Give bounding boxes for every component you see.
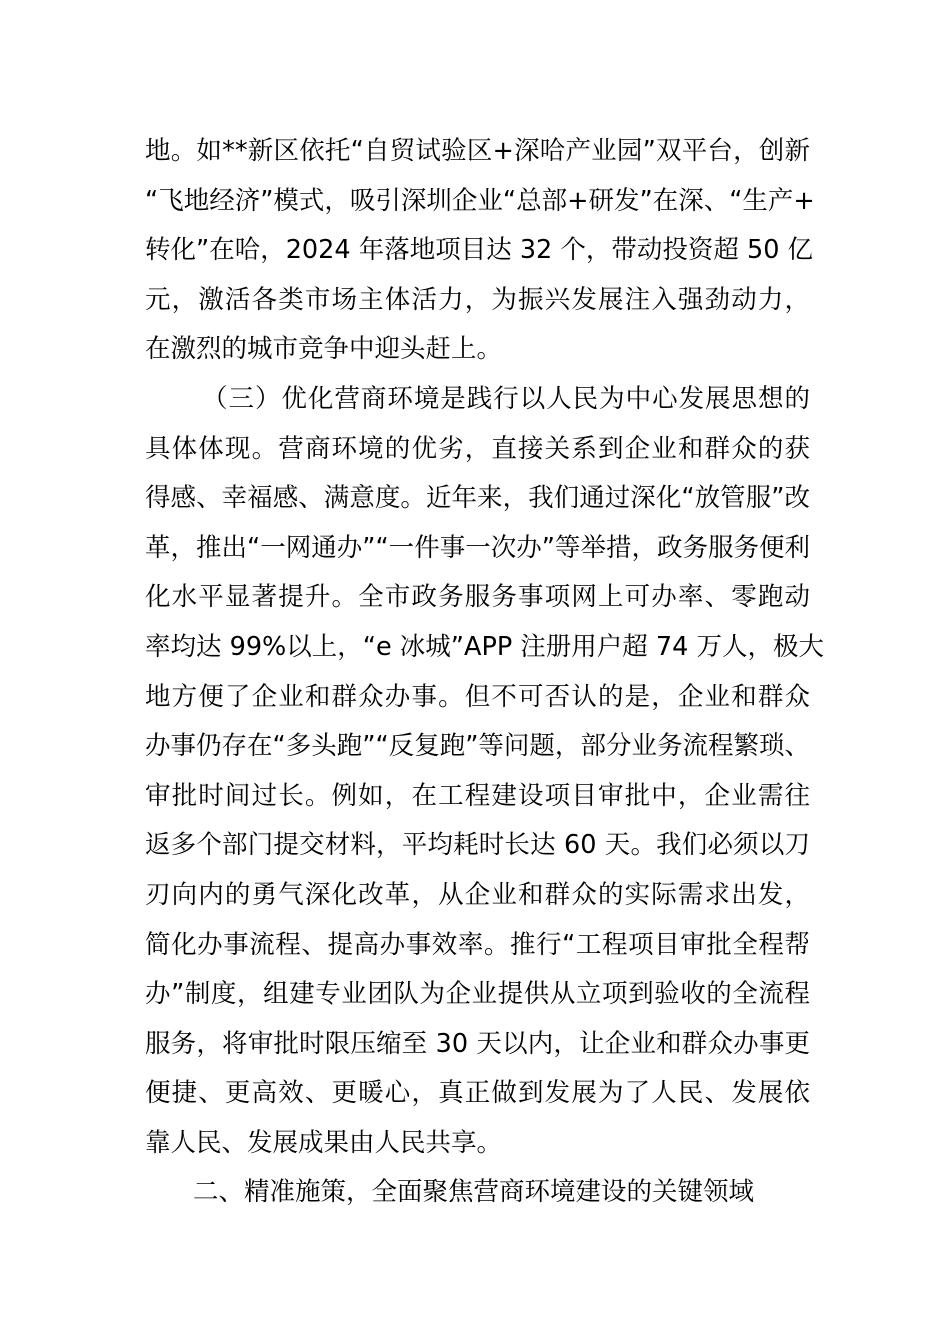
text-line: 审批时间过长。例如，在工程建设项目审批中，企业需往 — [145, 780, 810, 811]
text-line: 办”制度，组建专业团队为企业提供从立项到验收的全流程 — [145, 979, 810, 1010]
paragraph-business-environment — [145, 375, 824, 1169]
section-heading: 二、精准施策，全面聚焦营商环境建设的关键领域 — [193, 1177, 755, 1208]
text-line: 刃向内的勇气深化改革，从企业和群众的实际需求出发， — [145, 879, 810, 910]
document-body — [145, 127, 824, 1218]
text-line: 化水平显著提升。全市政务服务事项网上可办率、零跑动 — [145, 582, 810, 613]
text-line: 在激烈的城市竞争中迎头赶上。 — [145, 334, 503, 365]
text-line: 得感、幸福感、满意度。近年来，我们通过深化“放管服”改 — [145, 483, 810, 514]
text-line: 简化办事流程、提高办事效率。推行“工程项目审批全程帮 — [145, 929, 810, 960]
text-line: 服务，将审批时限压缩至 30 天以内，让企业和群众办事更 — [145, 1028, 810, 1059]
text-line: 靠人民、发展成果由人民共享。 — [145, 1127, 503, 1158]
text-line: 革，推出“一网通办”“一件事一次办”等举措，政务服务便利 — [145, 532, 810, 563]
text-line: 率均达 99%以上，“e 冰城”APP 注册用户超 74 万人，极大 — [145, 631, 824, 662]
text-line: 便捷、更高效、更暖心，真正做到发展为了人民、发展依 — [145, 1078, 810, 1109]
text-line: 办事仍存在“多头跑”“反复跑”等问题，部分业务流程繁琐、 — [145, 731, 810, 762]
paragraph-continuation — [145, 127, 815, 375]
text-line: （三）优化营商环境是践行以人民为中心发展思想的 — [202, 383, 810, 414]
text-line: 返多个部门提交材料，平均耗时长达 60 天。我们必须以刀 — [145, 830, 810, 861]
text-line: 转化”在哈，2024 年落地项目达 32 个，带动投资超 50 亿 — [145, 235, 814, 266]
text-line: 地方便了企业和群众办事。但不可否认的是，企业和群众 — [145, 681, 810, 712]
text-line: 具体体现。营商环境的优劣，直接关系到企业和群众的获 — [145, 433, 810, 464]
text-line: 元，激活各类市场主体活力，为振兴发展注入强劲动力， — [145, 284, 810, 315]
text-line: 地。如**新区依托“自贸试验区+深哈产业园”双平台，创新 — [145, 136, 810, 166]
text-line: “飞地经济”模式，吸引深圳企业“总部+研发”在深、“生产+ — [145, 185, 815, 216]
